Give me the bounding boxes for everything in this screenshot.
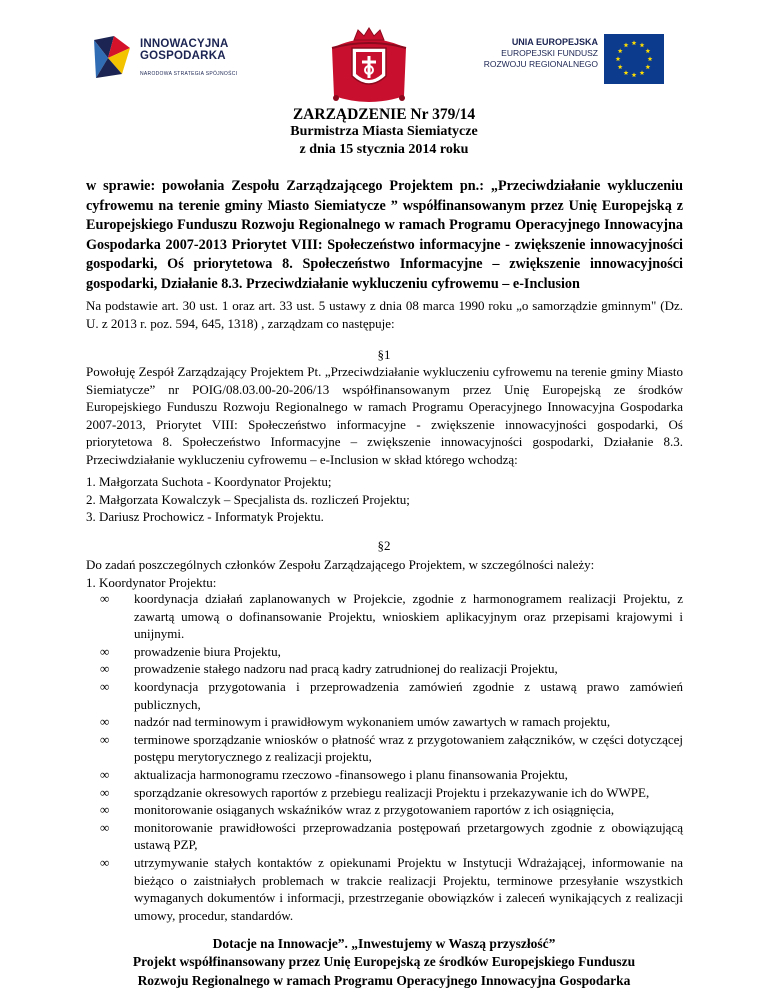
innowacyjna-gospodarka-emblem-icon [92, 34, 132, 82]
duty-text: prowadzenie biura Projektu, [134, 643, 281, 659]
bullet-icon: ∞ [100, 819, 110, 835]
list-item [86, 801, 683, 819]
list-item [86, 766, 683, 784]
list-item [86, 784, 683, 802]
duty-text: prowadzenie stałego nadzoru nad pracą kadry zatrudnionej do realizacji Projektu, [134, 661, 558, 677]
bullet-icon: ∞ [100, 784, 110, 800]
section-1-heading: §1 [377, 347, 391, 362]
team-members-list [86, 473, 683, 526]
eu-logo-line1: UNIA EUROPEJSKA [511, 37, 598, 47]
ig-logo-line1: INNOWACYJNA [140, 38, 229, 50]
duty-text: monitorowanie osiąganych wskaźników wraz z przygotowaniem raportów z ich osiągnięcia, [134, 802, 615, 818]
ig-logo-text [140, 38, 228, 62]
eu-logo-line3: ROZWOJU REGIONALNEGO [483, 59, 598, 69]
eu-flag-icon [604, 34, 664, 84]
duty-text: utrzymywanie stałych kontaktów z opiekunami Projektu w Instytucji Wdrażającej, informowanie na bieżąco o zaistniałych problemach w trakcie realizacji Projektu, terminowe przesyłanie wszystkich wymaganych dokumentów i informacji, przestrzeganie obowiązków i zaleceń wynikających z realizacji umowy, procedur, standardów. [134, 854, 683, 923]
duty-text: sporządzanie okresowych raportów z przebiegu realizacji Projektu i przekazywanie ich do WWPE, [134, 784, 650, 800]
bullet-icon: ∞ [100, 591, 110, 606]
list-item: 2. Małgorzata Kowalczyk – Specjalista ds. rozliczeń Projektu; [86, 491, 410, 507]
bullet-icon: ∞ [100, 714, 110, 730]
legal-basis: Na podstawie art. 30 ust. 1 oraz art. 33 ust. 5 ustawy z dnia 08 marca 1990 roku „o samorządzie gminnym" (Dz. U. z 2013 r. poz. 594, 645, 1318) , zarządzam co następuje: [86, 298, 683, 331]
document-date: z dnia 15 stycznia 2014 roku [299, 142, 469, 157]
bullet-icon: ∞ [100, 678, 110, 694]
document-issuer: Burmistrza Miasta Siemiatycze [290, 124, 478, 139]
section-2-heading: §2 [377, 538, 391, 553]
ig-logo-tagline: NARODOWA STRATEGIA SPÓJNOŚCI [140, 71, 238, 77]
section-2-intro: Do zadań poszczególnych członków Zespołu Zarządzającego Projektem, w szczególności należy: [86, 557, 595, 572]
document-subject: w sprawie: powołania Zespołu Zarządzającego Projektem pn.: „Przeciwdziałanie wykluczeniu cyfrowemu na terenie gminy Miasto Siemiatycze ” współfinansowanym przez Unię Europejską z Europejskiego Funduszu Rozwoju Regionalnego w ramach Programu Operacyjnego Innowacyjna Gospodarka 2007-2013 Priorytet VIII: Społeczeństwo informacyjne - zwiększenie innowacyjności gospodarki, Oś priorytetowa 8. Społeczeństwo Informacyjne – zwiększenie innowacyjności gospodarki, Działanie 8.3. Przeciwdziałanie wykluczeniu cyfrowemu – e-Inclusion [86, 178, 683, 292]
duty-text: koordynacja działań zaplanowanych w Projekcie, zgodnie z harmonogramem realizacji Projektu, z zawartą umową o dofinansowanie Projektu, wnioskiem aplikacyjnym oraz przepisami krajowymi i unijnymi. [134, 591, 683, 642]
footer-line-1: Dotacje na Innowacje”. „Inwestujemy w Waszą przyszłość” [212, 936, 556, 951]
document-footer [0, 935, 768, 990]
list-item [86, 590, 683, 643]
document-title: ZARZĄDZENIE Nr 379/14 [292, 106, 476, 123]
list-item: 1. Małgorzata Suchota - Koordynator Projektu; [86, 474, 332, 489]
bullet-icon: ∞ [100, 766, 110, 782]
list-item [86, 854, 683, 924]
coordinator-duties-list [86, 590, 683, 924]
list-item: 3. Dariusz Prochowicz - Informatyk Projektu. [86, 509, 324, 525]
coordinator-role: 1. Koordynator Projektu: [86, 575, 217, 590]
bullet-icon: ∞ [100, 802, 110, 818]
list-item [86, 643, 683, 661]
list-item [86, 819, 683, 854]
ig-logo-line2: GOSPODARKA [140, 50, 226, 62]
bullet-icon: ∞ [100, 661, 110, 677]
duty-text: nadzór nad terminowym i prawidłowym wykonaniem umów zawartych w ramach projektu, [134, 714, 611, 730]
duty-text: koordynacja przygotowania i przeprowadzenia zamówień zgodnie z ustawą prawo zamówień publicznych, [134, 678, 683, 712]
footer-line-3: Rozwoju Regionalnego w ramach Programu Operacyjnego Innowacyjna Gospodarka [137, 972, 631, 988]
duty-text: aktualizacja harmonogramu rzeczowo -finansowego i planu finansowania Projektu, [134, 766, 568, 782]
bullet-icon: ∞ [100, 643, 110, 659]
siemiatycze-crest-icon [324, 26, 414, 108]
bullet-icon: ∞ [100, 731, 110, 747]
eu-logo [470, 34, 666, 86]
section-1-text: Powołuję Zespół Zarządzający Projektem Pt. „Przeciwdziałanie wykluczeniu cyfrowemu na terenie gminy Miasto Siemiatycze” nr POIG/08.03.00-20-206/13 współfinansowanym przez Unię Europejską ze środków Europejskiego Funduszu Rozwoju Regionalnego w ramach Programu Operacyjnego Innowacyjna Gospodarka 2007-2013, Priorytet VIII: Społeczeństwo informacyjne - zwiększenie innowacyjności gospodarki, Oś priorytetowa 8. Społeczeństwo Informacyjne – zwiększenie innowacyjności gospodarki, Działanie 8.3. Przeciwdziałanie wykluczeniu cyfrowemu – e-Inclusion w skład którego wchodzą: [86, 364, 683, 467]
list-item [86, 731, 683, 766]
bullet-icon: ∞ [100, 854, 110, 870]
list-item [86, 660, 683, 678]
duty-text: monitorowanie prawidłowości przeprowadzania postępowań przetargowych zgodnie z obowiązującą ustawą PZP, [134, 819, 683, 853]
eu-logo-text [470, 36, 598, 70]
eu-logo-line2: EUROPEJSKI FUNDUSZ [501, 48, 598, 58]
innowacyjna-gospodarka-logo [92, 30, 242, 86]
footer-line-2: Projekt współfinansowany przez Unię Europejską ze środków Europejskiego Funduszu [132, 954, 636, 970]
list-item [86, 713, 683, 731]
list-item [86, 678, 683, 713]
duty-text: terminowe sporządzanie wniosków o płatność wraz z przygotowaniem załączników, w części dotyczącej postępu merytorycznego z realizacji projektu, [134, 731, 683, 765]
